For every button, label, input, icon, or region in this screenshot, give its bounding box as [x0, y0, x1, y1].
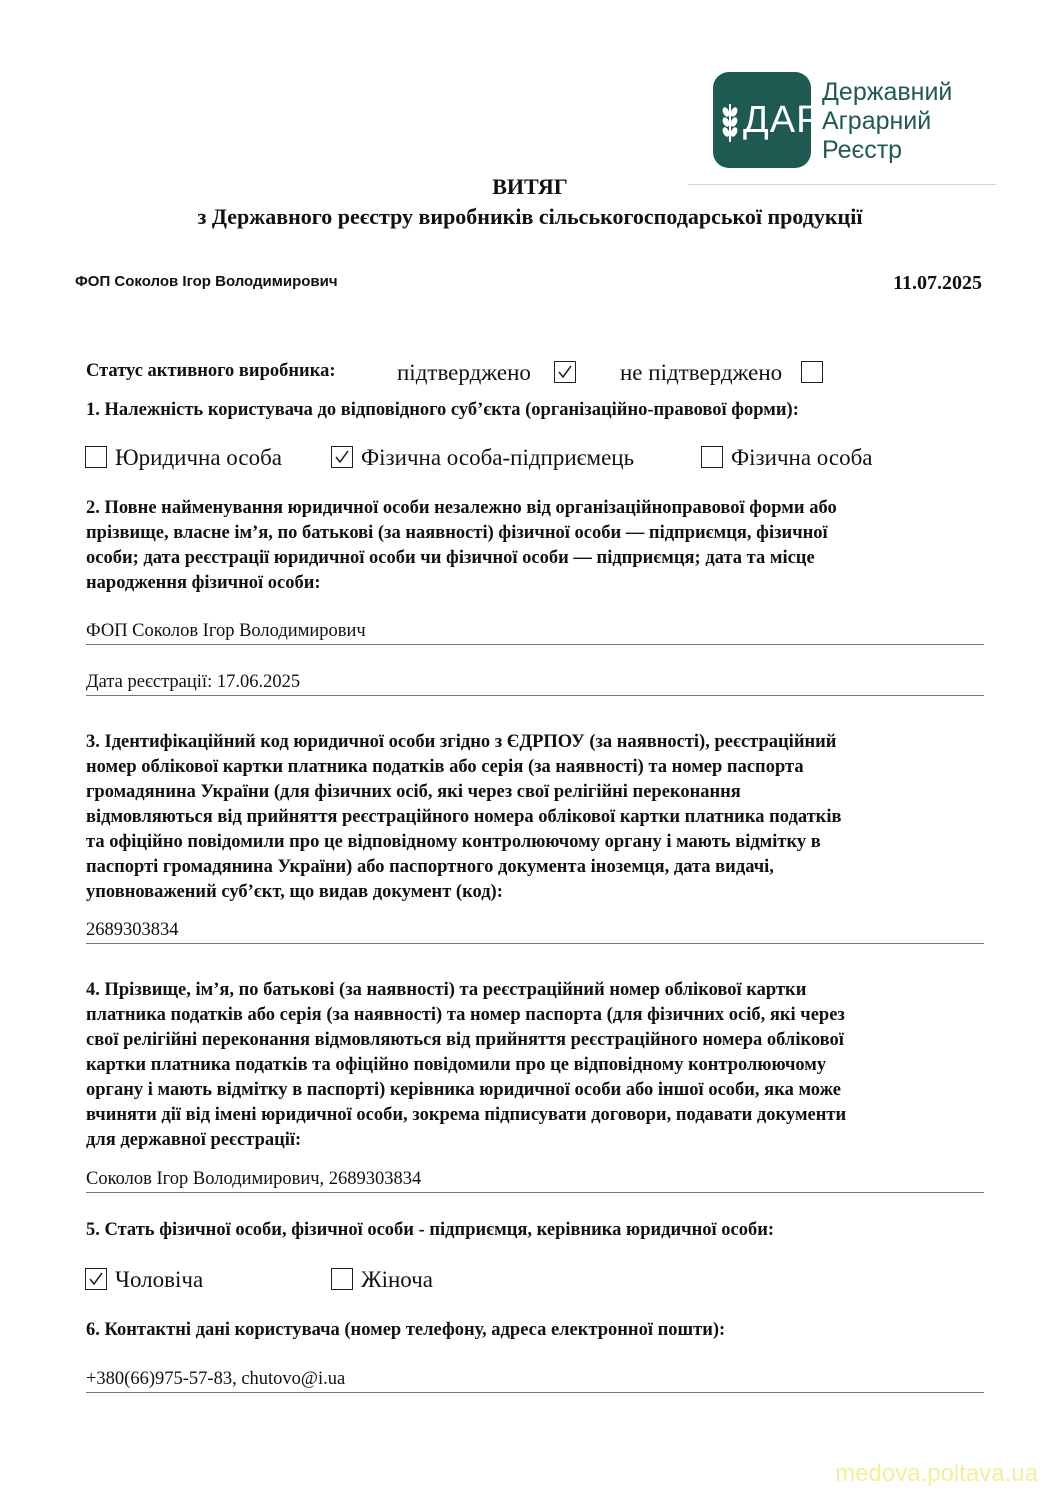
heading-line: паспорті громадянина України) або паспортного документа іноземця, дата видачі, [86, 857, 774, 877]
dar-logo [713, 72, 823, 168]
check-icon [88, 1271, 104, 1287]
status-label: Статус активного виробника: [86, 361, 336, 381]
legal-entity-label: Юридична особа [115, 445, 282, 470]
heading-line: 3. Ідентифікаційний код юридичної особи згідно з ЄДРПОУ (за наявності), реєстраційний [86, 732, 837, 752]
heading-line: відмовляються від прийняття реєстраційного номера облікової картки платника податків [86, 807, 842, 827]
document-date: 11.07.2025 [893, 272, 982, 294]
underline [86, 695, 984, 696]
heading-line: прізвище, власне ім’я, по батькові (за наявності) фізичної особи — підприємця, фізичної [86, 523, 828, 543]
heading-line: 4. Прізвище, ім’я, по батькові (за наявності) та реєстраційний номер облікової картки [86, 980, 807, 1000]
male-checkbox[interactable] [85, 1268, 107, 1290]
heading-line: особи; дата реєстрації юридичної особи чи фізичної особи — підприємця; дата та місце [86, 548, 815, 568]
individual-checkbox[interactable] [701, 446, 723, 468]
check-icon [334, 449, 350, 465]
status-not-confirmed-label: не підтверджено [620, 360, 783, 385]
legal-entity-checkbox[interactable] [85, 446, 107, 468]
heading-line: номер облікової картки платника податків або серія (за наявності) та номер паспорта [86, 757, 804, 777]
individual-label: Фізична особа [731, 445, 873, 470]
contact-value: +380(66)975-57-83, chutovo@i.ua [86, 1369, 346, 1389]
watermark: medova.poltava.ua [835, 1460, 1038, 1487]
female-label: Жіноча [361, 1267, 433, 1292]
female-checkbox[interactable] [331, 1268, 353, 1290]
document-title: ВИТЯГ [492, 174, 568, 199]
sole-proprietor-checkbox[interactable] [331, 446, 353, 468]
logo-wordmark [822, 78, 952, 165]
section-2-heading [86, 496, 966, 596]
section-5-heading: 5. Стать фізичної особи, фізичної особи - підприємця, керівника юридичної особи: [86, 1220, 775, 1240]
underline [86, 943, 984, 944]
underline [86, 1392, 984, 1393]
heading-line: вчиняти дії від імені юридичної особи, зокрема підписувати договори, подавати документи [86, 1105, 847, 1125]
male-label: Чоловіча [115, 1267, 204, 1292]
wheat-icon [719, 100, 741, 144]
section-1-heading: 1. Належність користувача до відповідного суб’єкта (організаційно-правової форми): [86, 400, 799, 420]
tax-id-value: 2689303834 [86, 920, 179, 940]
heading-line: органу і мають відмітку в паспорті) керівника юридичної особи або іншої особи, яка може [86, 1080, 841, 1100]
section-6-heading: 6. Контактні дані користувача (номер телефону, адреса електронної пошти): [86, 1320, 726, 1340]
logo-line-1: Державний [822, 78, 953, 106]
heading-line: громадянина України (для фізичних осіб, які через свої релігійні переконання [86, 782, 741, 802]
logo-line-2: Аграрний [822, 107, 932, 135]
sole-proprietor-label: Фізична особа-підприємець [361, 445, 635, 470]
heading-line: та офіційно повідомили про це відповідному контролюючому органу і мають відмітку в [86, 832, 821, 852]
heading-line: народження фізичної особи: [86, 573, 321, 593]
registration-date-value: Дата реєстрації: 17.06.2025 [86, 672, 301, 692]
heading-line: уповноважений суб’єкт, що видав документ (код): [86, 882, 503, 902]
status-not-confirmed-checkbox[interactable] [801, 361, 823, 383]
heading-line: для державної реєстрації: [86, 1130, 302, 1150]
document-subtitle: з Державного реєстру виробників сільськогосподарської продукції [197, 204, 863, 229]
logo-abbreviation: ДАР [743, 99, 823, 141]
status-confirmed-checkbox[interactable] [554, 361, 576, 383]
underline [86, 1192, 984, 1193]
heading-line: 2. Повне найменування юридичної особи незалежно від організаційноправової форми або [86, 498, 837, 518]
entity-name-header: ФОП Соколов Ігор Володимирович [75, 273, 338, 290]
section-4-heading [86, 978, 966, 1153]
heading-line: свої релігійні переконання відмовляються від прийняття реєстраційного номера облікової [86, 1030, 844, 1050]
heading-line: платника податків або серія (за наявності) та номер паспорта (для фізичних осіб, які через [86, 1005, 845, 1025]
full-name-value: ФОП Соколов Ігор Володимирович [86, 621, 366, 641]
logo-line-3: Реєстр [822, 136, 903, 164]
manager-value: Соколов Ігор Володимирович, 2689303834 [86, 1169, 422, 1189]
heading-line: картки платника податків та офіційно повідомили про це відповідному контролюючому [86, 1055, 827, 1075]
underline [86, 644, 984, 645]
check-icon [557, 364, 573, 380]
section-3-heading [86, 730, 966, 905]
status-confirmed-label: підтверджено [397, 360, 531, 385]
